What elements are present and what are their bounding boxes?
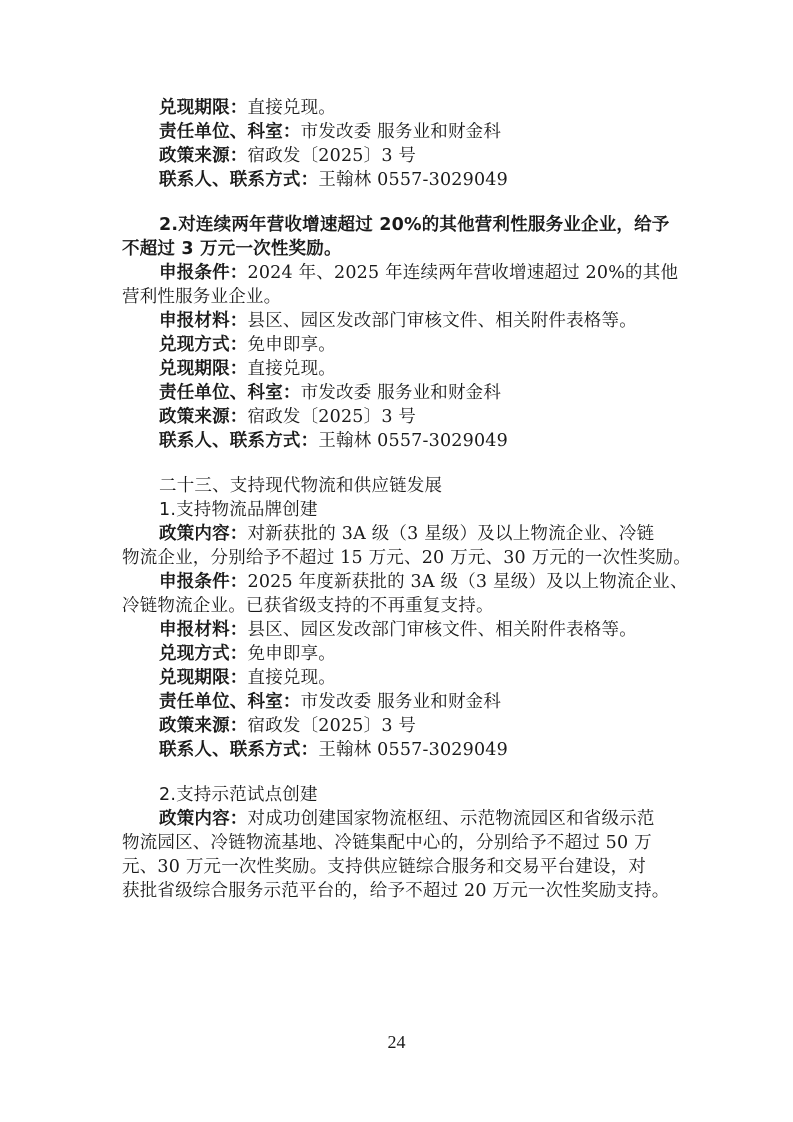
source-line: 政策来源：宿政发〔2025〕3 号 (159, 146, 417, 166)
item-title: 2.对连续两年营收增速超过 20%的其他营利性服务业企业，给予 (159, 215, 670, 235)
content-line: 政策内容：对成功创建国家物流枢纽、示范物流园区和省级示范 (159, 809, 655, 829)
period-line: 兑现期限：直接兑现。 (159, 98, 336, 118)
period-line: 兑现期限：直接兑现。 (159, 668, 336, 688)
subsection-title: 1.支持物流品牌创建 (159, 500, 318, 520)
condition-line-cont: 冷链物流企业。已获省级支持的不再重复支持。 (122, 596, 494, 616)
page-number: 24 (387, 1032, 406, 1052)
unit-line: 责任单位、科室：市发改委 服务业和财金科 (159, 383, 502, 403)
content-line-cont: 物流园区、冷链物流基地、冷链集配中心的，分别给予不超过 50 万 (122, 833, 652, 853)
contact-line: 联系人、联系方式：王翰林 0557-3029049 (159, 431, 508, 451)
period-line: 兑现期限：直接兑现。 (159, 359, 336, 379)
contact-line: 联系人、联系方式：王翰林 0557-3029049 (159, 170, 508, 190)
content-line-cont: 元、30 万元一次性奖励。支持供应链综合服务和交易平台建设，对 (122, 857, 647, 877)
method-line: 兑现方式：免申即享。 (159, 644, 336, 664)
source-line: 政策来源：宿政发〔2025〕3 号 (159, 716, 417, 736)
content-line-cont: 物流企业，分别给予不超过 15 万元、20 万元、30 万元的一次性奖励。 (122, 548, 691, 568)
contact-line: 联系人、联系方式：王翰林 0557-3029049 (159, 740, 508, 760)
spacer (122, 192, 678, 213)
unit-line: 责任单位、科室：市发改委 服务业和财金科 (159, 692, 502, 712)
condition-line: 申报条件：2025 年度新获批的 3A 级（3 星级）及以上物流企业、 (159, 572, 688, 592)
condition-line-cont: 营利性服务业企业。 (122, 287, 282, 307)
source-line: 政策来源：宿政发〔2025〕3 号 (159, 407, 417, 427)
spacer (122, 762, 678, 783)
section-heading: 二十三、支持现代物流和供应链发展 (159, 476, 443, 496)
subsection-title: 2.支持示范试点创建 (159, 785, 318, 805)
condition-line: 申报条件：2024 年、2025 年连续两年营收增速超过 20%的其他 (159, 263, 679, 283)
document-page (122, 96, 691, 903)
content-line: 政策内容：对新获批的 3A 级（3 星级）及以上物流企业、冷链 (159, 524, 655, 544)
materials-line: 申报材料：县区、园区发改部门审核文件、相关附件表格等。 (159, 620, 637, 640)
method-line: 兑现方式：免申即享。 (159, 335, 336, 355)
materials-line: 申报材料：县区、园区发改部门审核文件、相关附件表格等。 (159, 311, 637, 331)
unit-line: 责任单位、科室：市发改委 服务业和财金科 (159, 122, 502, 142)
spacer (122, 453, 678, 474)
item-title-cont: 不超过 3 万元一次性奖励。 (122, 239, 342, 259)
content-line-cont: 获批省级综合服务示范平台的，给予不超过 20 万元一次性奖励支持。 (122, 881, 670, 901)
